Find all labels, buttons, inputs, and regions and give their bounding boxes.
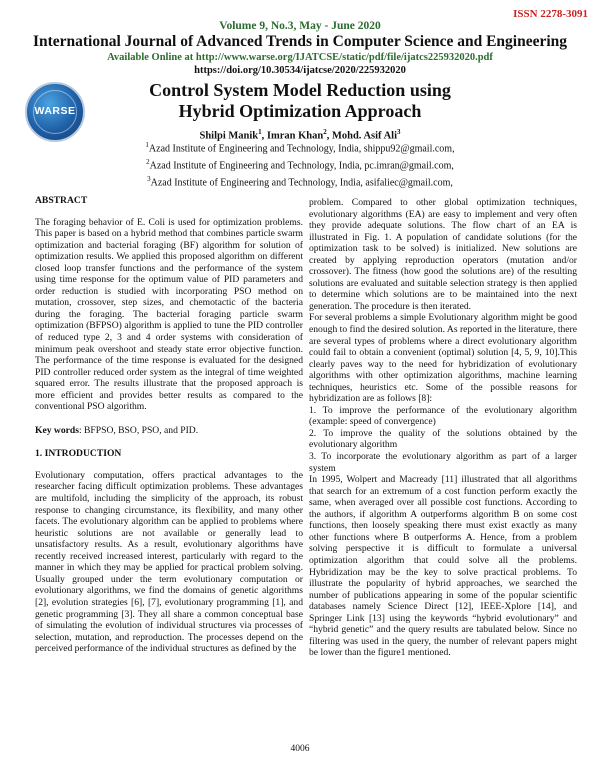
left-column — [35, 195, 303, 655]
affiliation-sup: 2 — [146, 157, 150, 166]
list-item: 2. To improve the quality of the solutions obtained by the evolutionary algorithm — [309, 427, 577, 451]
journal-header — [0, 20, 600, 77]
author-sup: 1 — [258, 128, 262, 136]
affiliation-item — [0, 156, 600, 173]
affiliation-text: Azad Institute of Engineering and Technology, India, asifaliec@gmail.com, — [150, 176, 453, 188]
keywords-line — [35, 425, 303, 437]
author-name: Imran Khan — [266, 130, 324, 142]
affiliation-sup: 1 — [145, 141, 149, 149]
list-item: 3. To incorporate the evolutionary algorithm as part of a larger system — [309, 451, 577, 474]
page-number: 4006 — [290, 744, 310, 754]
doi-link[interactable]: https://doi.org/10.30534/ijatcse/2020/225932020 — [194, 65, 406, 76]
affiliation-text: Azad Institute of Engineering and Technology, India, pc.imran@gmail.com, — [149, 160, 454, 172]
abstract-text: The foraging behavior of E. Coli is used for optimization problems. This paper is based on a hybrid method that combines particle swarm optimization and bacterial foraging (BF) algorithm for solution of optimization results. We applied this proposed algorithm on different closed loop transfer functions and the performance of the system using time response for the optimum value of PID parameters and order reduction is studied with incorporating PSO method on mutation, crossover, step sizes, and chemotactic of the bacteria during the foraging. The bacterial foraging particle swarm optimization (BFPSO) algorithm is applied to tune the PID controller of reduced type 2, 3 and 4 order systems with consideration of minimum peak overshoot and steady state error objective function. The performance of the time response is evaluated for the designed PID controller reduced order system as the integral of time weighted squared error. The results illustrate that the proposed approach is more efficient and provides better results as compared to the conventional PSO algorithm. — [35, 216, 303, 413]
abstract-heading: ABSTRACT — [35, 195, 88, 206]
keywords-label: Key words — [35, 424, 79, 436]
author-name: Mohd. Asif Ali — [331, 130, 398, 142]
author-sep: , — [261, 130, 267, 142]
online-url[interactable]: Available Online at http://www.warse.org/IJATCSE/static/pdf/file/ijatcs225932020.pdf — [107, 52, 493, 63]
keywords-text: : BFPSO, BSO, PSO, and PID. — [78, 424, 199, 436]
paper-title-line2: Hybrid Optimization Approach — [178, 101, 422, 121]
introduction-text: Evolutionary computation, offers practical advantages to the researcher facing difficult optimization problems. These advantages are multifold, including the simplicity of the approach, its robust response to changing circumstance, its flexibility, and many other facets. The evolutionary algorithm can be applied to problems where heuristic solutions are not available or generally lead to unsatisfactory results. As a result, evolutionary algorithms have recently received increased interest, particularly with regard to the manner in which they may be applied for practical problem solving. Usually grouped under the term evolutionary computation or evolutionary algorithms, we find the domains of genetic algorithms [2], evolution strategies [6], [7], evolutionary programming [1], and genetic programming [3]. They all share a common conceptual base of simulating the evolution of individual structures via processes of selection, mutation, and reproduction. The processes depend on the perceived performance of the individual structures as defined by the — [35, 469, 303, 655]
issn-label: ISSN 2278-3091 — [513, 8, 588, 20]
author-sup: 3 — [397, 128, 401, 136]
right-column — [309, 197, 577, 659]
affiliation-list — [0, 139, 600, 189]
journal-title: International Journal of Advanced Trends in Computer Science and Engineering — [32, 33, 568, 50]
body-paragraph: problem. Compared to other global optimization techniques, evolutionary algorithms (EA) are easy to implement and very often they provide adequate solutions. The flow chart of an EA is illustrated in Fig. 1. A population of candidate solutions (for the optimization task to be solved) is initialized. New solutions are created by applying reproduction operators (mutation and/or crossover). The fitness (how good the solutions are) of the resulting solutions are evaluated and suitable selection strategy is then applied to determine which solutions are to be maintained into the next generation. The procedure is then iterated. — [309, 197, 577, 312]
body-paragraph: For several problems a simple Evolutionary algorithm might be good enough to find the desired solution. As reported in the literature, there are several types of problems where a direct evolutionary algorithm could fail to obtain a convenient (optimal) solution [4, 5, 9, 10].This clearly paves way to the need for hybridization of evolutionary algorithms with other optimization algorithms, machine learning techniques, heuristics etc. Some of the possible reasons for hybridization are as follows [8]: — [309, 312, 577, 405]
paper-title — [0, 80, 600, 122]
affiliation-sup: 3 — [147, 174, 151, 183]
introduction-heading: 1. INTRODUCTION — [35, 448, 122, 460]
author-sup: 2 — [323, 128, 327, 136]
volume-info: Volume 9, No.3, May - June 2020 — [219, 20, 381, 32]
affiliation-item — [0, 139, 600, 156]
affiliation-text: Azad Institute of Engineering and Technology, India, shippu92@gmail.com, — [148, 143, 455, 155]
affiliation-item — [0, 173, 600, 190]
list-item: 1. To improve the performance of the evolutionary algorithm (example: speed of convergence) — [309, 404, 577, 428]
body-paragraph: In 1995, Wolpert and Macready [11] illustrated that all algorithms that search for an extremum of a cost function perform exactly the same, when averaged over all possible cost functions. According to the authors, if algorithm A outperforms algorithm B on some cost functions, then loosely speaking there must exist exactly as many other functions where B outperforms A. Hence, from a problem solving perspective it is difficult to formulate a universal optimization algorithm that could solve all the problems. Hybridization may be the key to solve practical problems. To illustrate the popularity of hybrid approaches, we searched the number of publications appearing in some of the popular scientific databases namely Science Direct [12], IEEE-Xplore [14], and Springer Link [13] using the keywords “hybrid evolutionary” and “hybrid genetic” and the query results are tabulated below. Since no filtering was used in the query, the number of relevant papers might be lower than the figure1 mentioned. — [309, 474, 577, 659]
paper-title-line1: Control System Model Reduction using — [149, 80, 451, 100]
author-name: Shilpi Manik — [199, 130, 259, 142]
author-sep: , — [326, 130, 332, 142]
logo-text: WARSE — [34, 105, 76, 117]
